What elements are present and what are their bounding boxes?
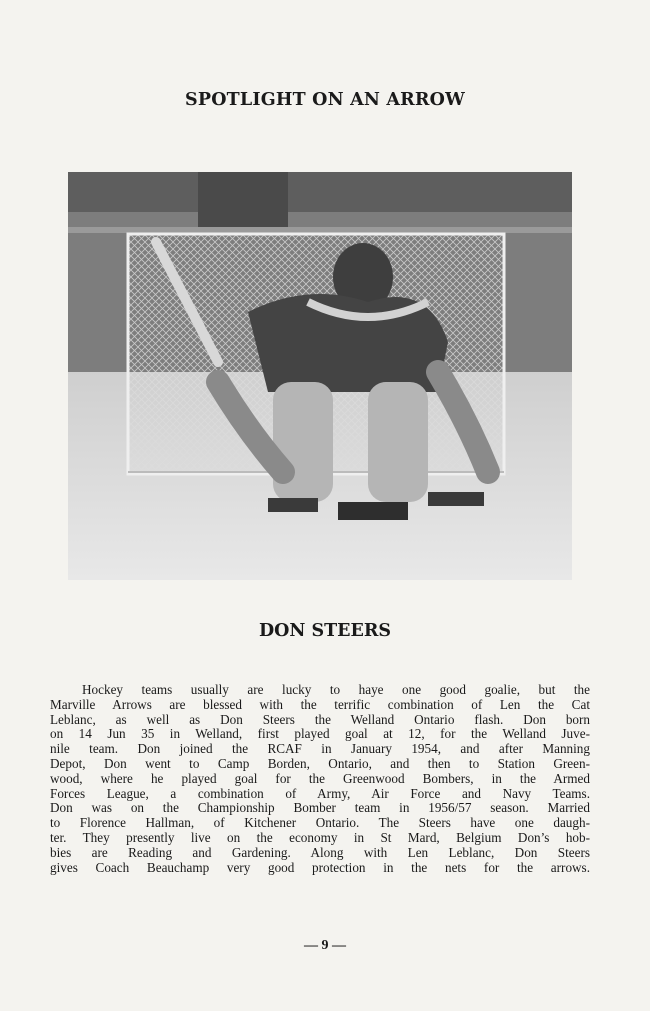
bio-line: to Florence Hallman, of Kitchener Ontario. The Steers have one daugh-	[50, 816, 590, 831]
bio-line: Hockey teams usually are lucky to haye one good goalie, but the	[82, 683, 590, 697]
bio-line: Depot, Don went to Camp Borden, Ontario, and then to Station Green-	[50, 756, 590, 771]
bio-line: Don was on the Championship Bomber team in 1956/57 season. Married	[50, 801, 590, 816]
goalie-photo	[68, 172, 572, 580]
bio-line: bies are Reading and Gardening. Along with Len Leblanc, Don Steers	[50, 845, 590, 860]
bio-line: wood, where he played goal for the Greenwood Bombers, in the Armed	[50, 771, 590, 786]
bio-line: Leblanc, as well as Don Steers the Welland Ontario flash. Don born	[50, 712, 590, 727]
bio-line: on 14 Jun 35 in Welland, first played goal at 12, for the Welland Juve-	[50, 727, 590, 742]
player-name: DON STEERS	[258, 621, 392, 641]
page-title: SPOTLIGHT ON AN ARROW	[185, 90, 465, 110]
page-number: — 9 —	[304, 938, 346, 953]
bio-line: gives Coach Beauchamp very good protection in the nets for the arrows.	[50, 860, 590, 875]
bio-line: nile team. Don joined the RCAF in January 1954, and after Manning	[50, 742, 590, 757]
bio-line: ter. They presently live on the economy in St Mard, Belgium Don’s hob-	[50, 830, 590, 845]
bio-line: Forces League, a combination of Army, Air Force and Navy Teams.	[50, 786, 590, 801]
bio-line: Marville Arrows are blessed with the terrific combination of Len the Cat	[50, 697, 590, 712]
bio-paragraph	[50, 683, 590, 875]
